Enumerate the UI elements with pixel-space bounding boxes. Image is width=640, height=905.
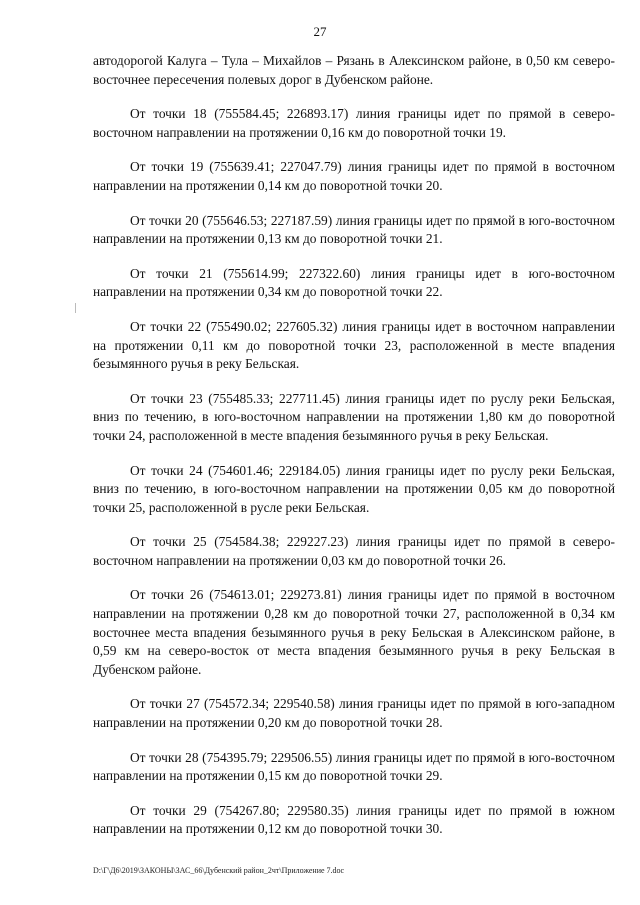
paragraph-continuation: автодорогой Калуга – Тула – Михайлов – Рязань в Алексинском районе, в 0,50 км северо-восточнее пересечения полевых дорог в Дубенском районе.	[93, 53, 615, 87]
paragraph-point-27: От точки 27 (754572.34; 229540.58) линия границы идет по прямой в юго-западном направлении на протяжении 0,20 км до поворотной точки 28.	[93, 696, 615, 731]
document-body	[93, 52, 615, 855]
footer-file-path: D:\Г\Д6\2019\ЗАКОНЫ\ЗАС_66\Дубенский район_2чт\Приложение 7.doc	[93, 866, 345, 875]
paragraph-point-24: От точки 24 (754601.46; 229184.05) линия границы идет по руслу реки Бельская, вниз по течению, в юго-восточном направлении на протяжении 0,05 км до поворотной точки 25, расположенной в русле реки Бельская.	[93, 462, 615, 515]
page-number: 27	[313, 24, 327, 39]
paragraph-point-25: От точки 25 (754584.38; 229227.23) линия границы идет по прямой в северо-восточном направлении на протяжении 0,03 км до поворотной точки 26.	[93, 534, 615, 568]
paragraph-point-23: От точки 23 (755485.33; 227711.45) линия границы идет по руслу реки Бельская, вниз по течению, в юго-восточном направлении на протяжении 1,80 км до поворотной точки 24, расположенной в месте впадения безымянного ручья в реку Бельская.	[93, 390, 615, 443]
paragraph-point-19: От точки 19 (755639.41; 227047.79) линия границы идет по прямой в восточном направлении на протяжении 0,14 км до поворотной точки 20.	[93, 159, 615, 193]
paragraph-point-22: От точки 22 (755490.02; 227605.32) линия границы идет в восточном направлении на протяжении 0,11 км до поворотной точки 23, расположенной в месте впадения безымянного ручья в реку Бельская.	[93, 318, 615, 372]
margin-mark	[75, 303, 76, 313]
paragraph-point-29: От точки 29 (754267.80; 229580.35) линия границы идет по прямой в южном направлении на протяжении 0,12 км до поворотной точки 30.	[93, 802, 615, 837]
paragraph-point-26: От точки 26 (754613.01; 229273.81) линия границы идет по прямой в восточном направлении на протяжении 0,28 км до поворотной точки 27, расположенной в 0,34 км восточнее места впадения безымянного ручья в реку Бельская в Алексинском районе, в 0,59 км на северо-восток от места впадения безымянного ручья в реку Бельская в Дубенском районе.	[93, 587, 615, 677]
paragraph-point-18: От точки 18 (755584.45; 226893.17) линия границы идет по прямой в северо-восточном направлении на протяжении 0,16 км до поворотной точки 19.	[93, 106, 615, 140]
paragraph-point-21: От точки 21 (755614.99; 227322.60) линия границы идет в юго-восточном направлении на протяжении 0,34 км до поворотной точки 22.	[93, 265, 615, 300]
paragraph-point-28: От точки 28 (754395.79; 229506.55) линия границы идет по прямой в юго-восточном направлении на протяжении 0,15 км до поворотной точки 29.	[93, 749, 615, 784]
paragraph-point-20: От точки 20 (755646.53; 227187.59) линия границы идет по прямой в юго-восточном направлении на протяжении 0,13 км до поворотной точки 21.	[93, 212, 615, 247]
